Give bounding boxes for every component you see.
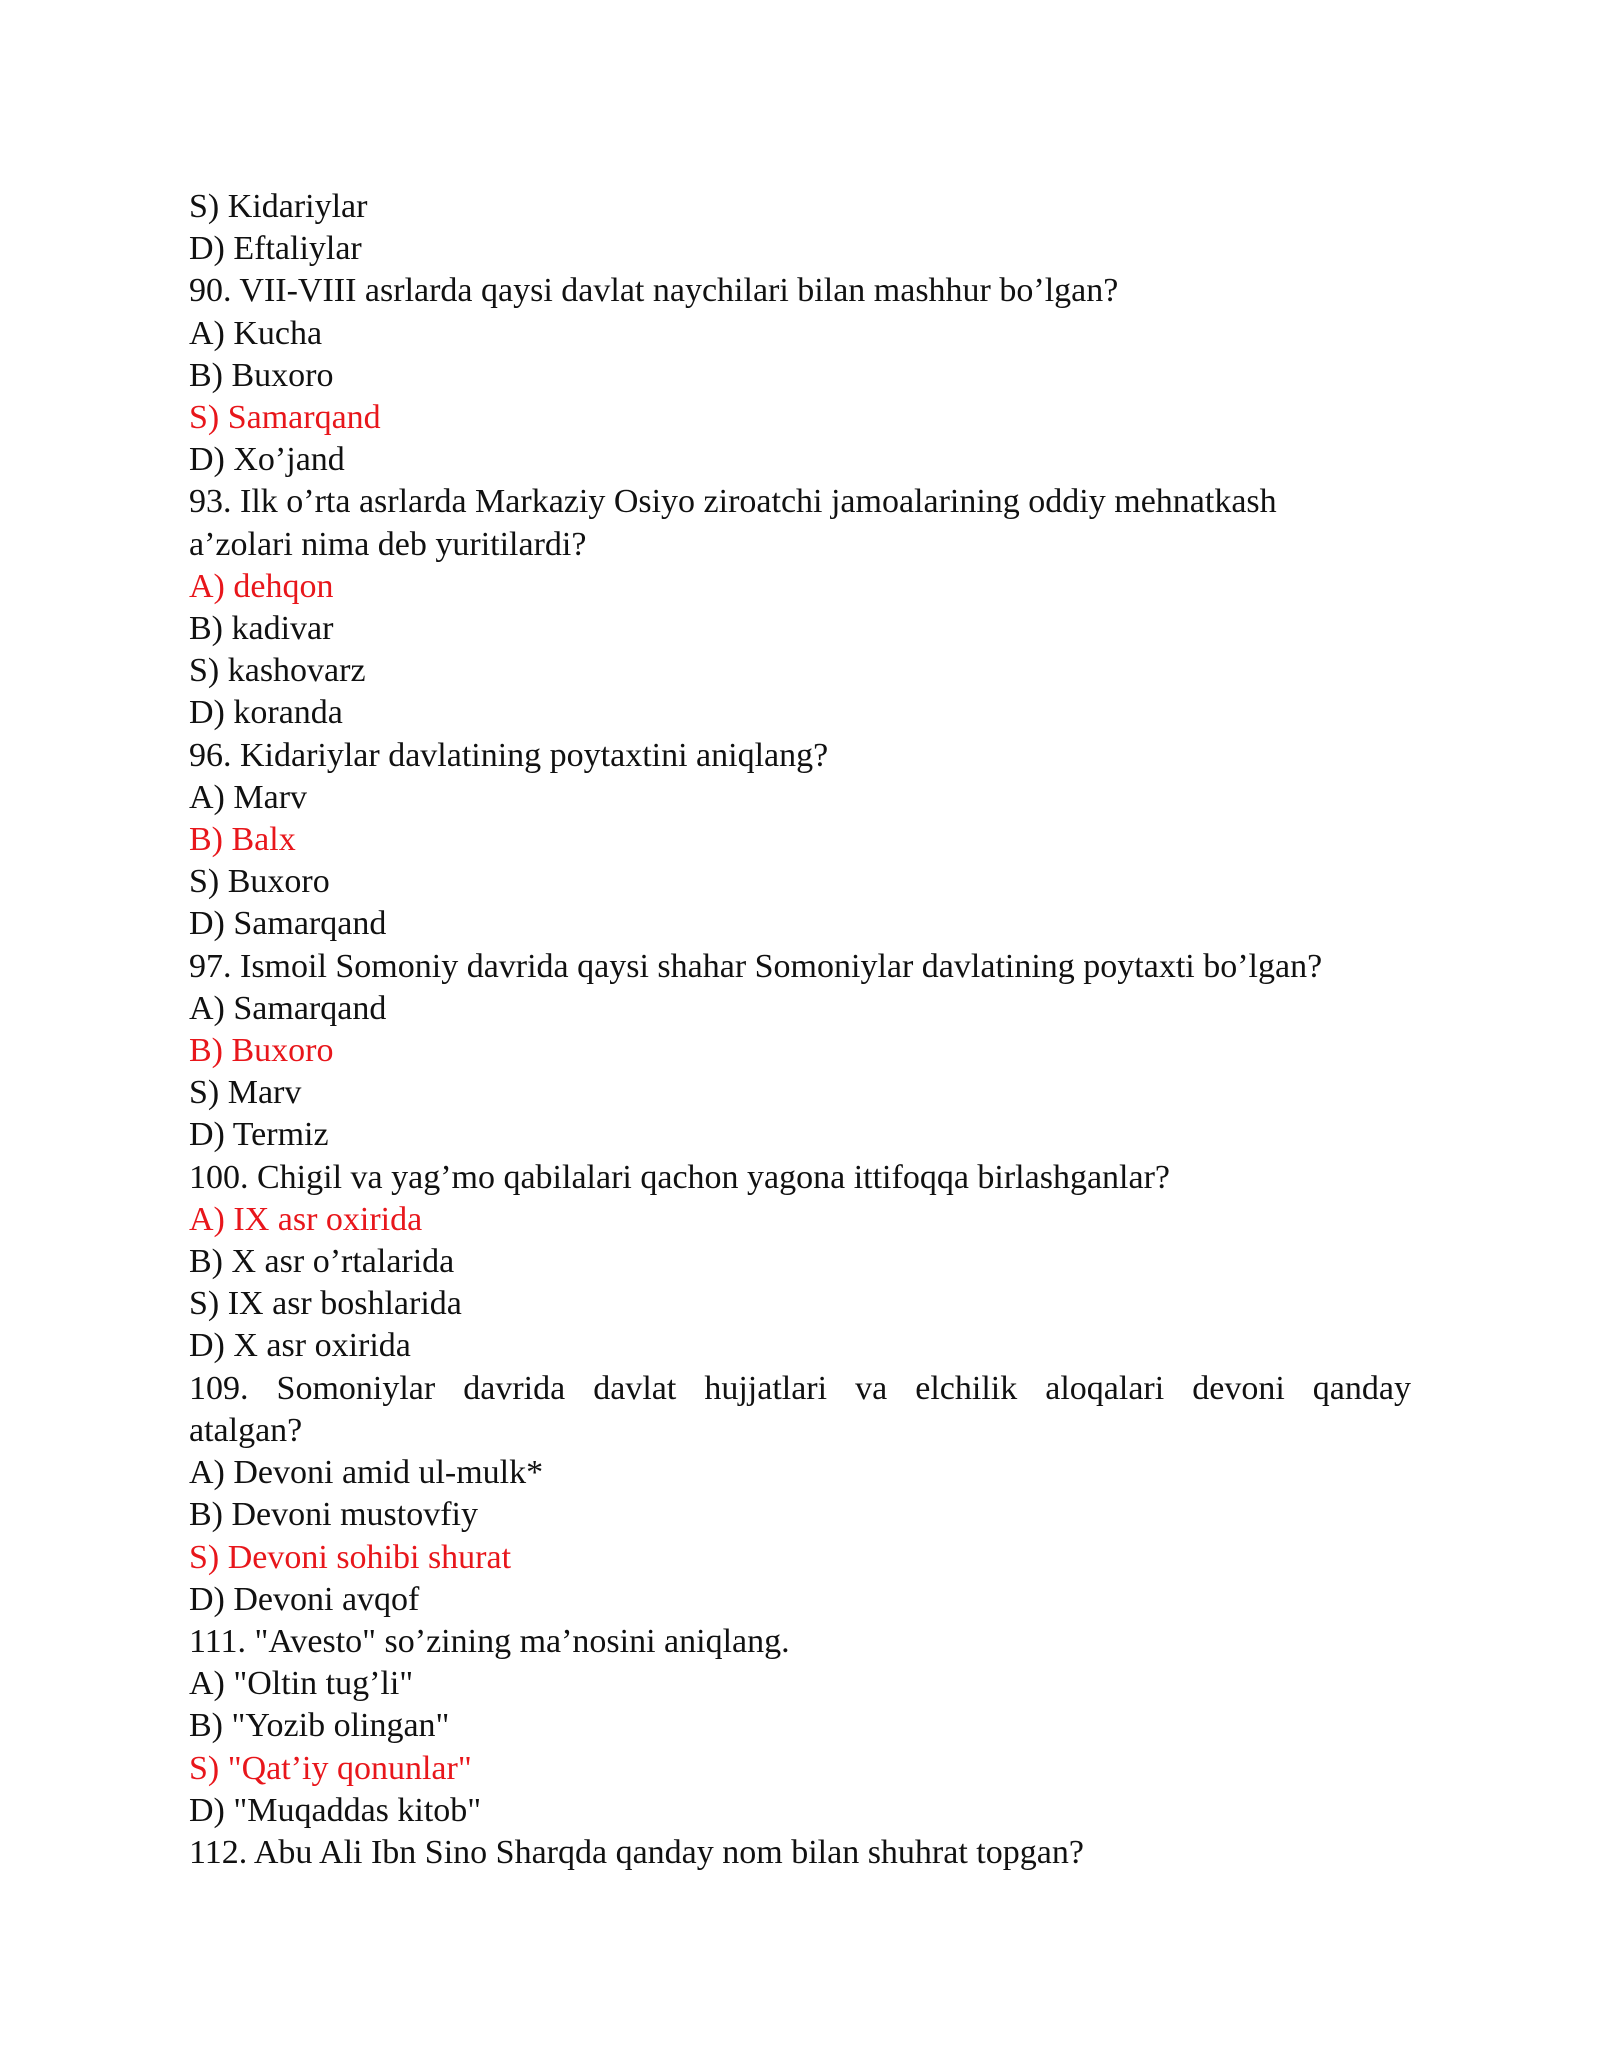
answer-option: A) Kucha [189,314,323,352]
answer-option: S) Marv [189,1074,302,1112]
answer-option: B) kadivar [189,610,334,648]
answer-option: B) Devoni mustovfiy [189,1496,478,1534]
correct-answer-option: S) Devoni sohibi shurat [189,1538,512,1576]
answer-option: S) Buxoro [189,863,330,901]
correct-answer-option: A) IX asr oxirida [189,1200,423,1238]
correct-answer-option: S) Samarqand [189,399,381,437]
answer-option: A) Samarqand [189,989,387,1027]
answer-option: S) IX asr boshlarida [189,1285,462,1323]
correct-answer-option: B) Balx [189,821,296,859]
question-96: 96. Kidariylar davlatining poytaxtini aniqlang? [189,736,829,774]
answer-option: A) "Oltin tug’li" [189,1665,414,1703]
answer-option: D) Devoni avqof [189,1580,420,1618]
question-90: 90. VII-VIII asrlarda qaysi davlat naychilari bilan mashhur bo’lgan? [189,272,1119,310]
answer-option: D) Samarqand [189,905,387,943]
answer-option: D) Xo’jand [189,441,345,479]
answer-option: B) X asr o’rtalarida [189,1243,455,1281]
question-112: 112. Abu Ali Ibn Sino Sharqda qanday nom bilan shuhrat topgan? [189,1833,1084,1871]
question-97: 97. Ismoil Somoniy davrida qaysi shahar Somoniylar davlatining poytaxti bo’lgan? [189,947,1323,985]
answer-option: B) Buxoro [189,356,334,394]
question-100: 100. Chigil va yag’mo qabilalari qachon yagona ittifoqqa birlashganlar? [189,1158,1170,1196]
answer-option: B) "Yozib olingan" [189,1707,450,1745]
answer-option: S) kashovarz [189,652,366,690]
answer-option: D) X asr oxirida [189,1327,411,1365]
answer-option: D) Termiz [189,1116,329,1154]
answer-option: D) Eftaliylar [189,230,362,268]
answer-option: D) "Muqaddas kitob" [189,1791,482,1829]
correct-answer-option: A) dehqon [189,567,334,605]
answer-option: D) koranda [189,694,343,732]
answer-option: A) Devoni amid ul-mulk* [189,1454,544,1492]
document-page [189,186,1411,1874]
question-111: 111. "Avesto" so’zining ma’nosini aniqlang. [189,1622,790,1660]
question-93-continued: a’zolari nima deb yuritilardi? [189,525,587,563]
question-93: 93. Ilk o’rta asrlarda Markaziy Osiyo ziroatchi jamoalarining oddiy mehnatkash [189,483,1277,521]
question-109-continued: atalgan? [189,1411,303,1449]
correct-answer-option: S) "Qat’iy qonunlar" [189,1749,472,1787]
correct-answer-option: B) Buxoro [189,1032,334,1070]
answer-option: A) Marv [189,778,308,816]
question-109: 109. Somoniylar davrida davlat hujjatlari va elchilik aloqalari devoni qanday [189,1369,1411,1407]
answer-option: S) Kidariylar [189,188,368,225]
